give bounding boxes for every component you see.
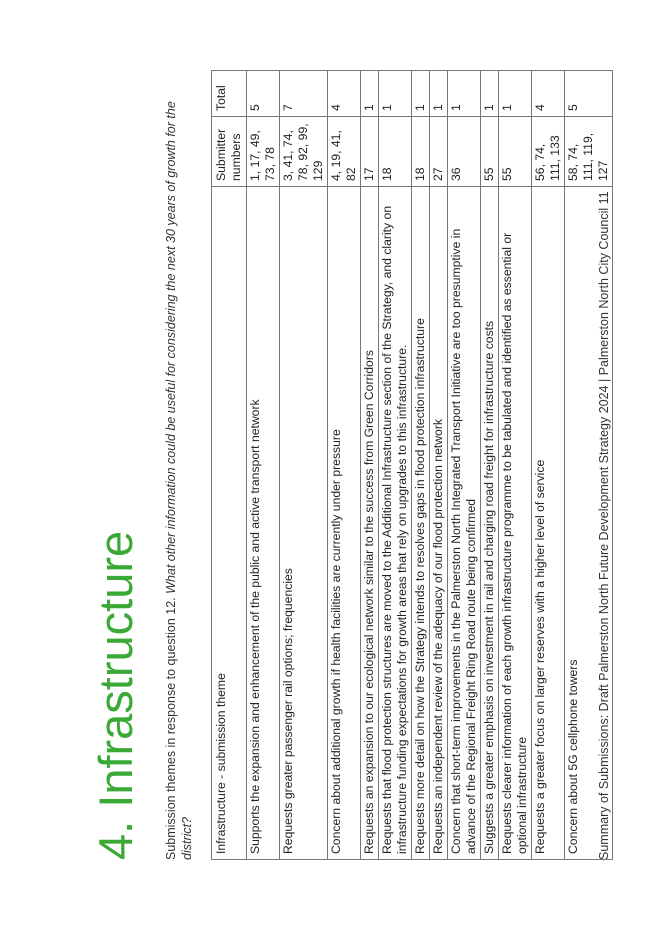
cell-theme: Requests more detail on how the Strategy intends to resolves gaps in flood protection infrastructure [412, 186, 430, 859]
cell-submitters: 55 [481, 117, 499, 187]
header-theme: Infrastructure - submission theme [212, 186, 247, 859]
header-submitters: Submitter numbers [212, 117, 247, 187]
cell-submitters: 18 [379, 117, 412, 187]
cell-total: 1 [412, 71, 430, 117]
cell-submitters: 3, 41, 74, 78, 92, 99, 129 [280, 117, 328, 187]
cell-submitters: 4, 19, 41, 82 [328, 117, 361, 187]
table-body [247, 71, 613, 860]
cell-total: 7 [280, 71, 328, 117]
cell-submitters: 1, 17, 49, 73, 78 [247, 117, 280, 187]
page-title: 4. Infrastructure [89, 530, 142, 860]
cell-submitters: 36 [448, 117, 481, 187]
table-row [361, 71, 379, 860]
cell-theme: Concern about additional growth if health facilities are currently under pressure [328, 186, 361, 859]
table-row [430, 71, 448, 860]
cell-submitters: 58, 74, 111, 119, 127 [565, 117, 613, 187]
cell-theme: Supports the expansion and enhancement of the public and active transport network [247, 186, 280, 859]
cell-total: 1 [430, 71, 448, 117]
cell-submitters: 56, 74, 111, 133 [532, 117, 565, 187]
cell-total: 1 [379, 71, 412, 117]
cell-theme: Concern about 5G cellphone towers [565, 186, 613, 859]
table-header-row [212, 71, 247, 860]
table-row [379, 71, 412, 860]
cell-total: 5 [565, 71, 613, 117]
cell-theme: Concern that short-term improvements in the Palmerston North Integrated Transport Initiative are too presumptive in advance of the Regional Freight Ring Road route being confirmed [448, 186, 481, 859]
cell-total: 5 [247, 71, 280, 117]
cell-submitters: 17 [361, 117, 379, 187]
header-total: Total [212, 71, 247, 117]
cell-total: 1 [481, 71, 499, 117]
cell-submitters: 18 [412, 117, 430, 187]
cell-submitters: 27 [430, 117, 448, 187]
table-row [328, 71, 361, 860]
cell-theme: Requests an expansion to our ecological network similar to the success from Green Corridors [361, 186, 379, 859]
cell-total: 4 [328, 71, 361, 117]
table-row [448, 71, 481, 860]
cell-theme: Requests a greater focus on larger reserves with a higher level of service [532, 186, 565, 859]
intro-text: Submission themes in response to question 12. [164, 597, 178, 860]
page-footer: Summary of Submissions: Draft Palmerston North Future Development Strategy 2024 | Palmerston North City Council 11 [597, 191, 611, 860]
cell-theme: Requests clearer information of each growth infrastructure programme to be tabulated and identified as essential or optional infrastructure [499, 186, 532, 859]
cell-total: 1 [361, 71, 379, 117]
cell-total: 1 [448, 71, 481, 117]
table-row [481, 71, 499, 860]
table-row [247, 71, 280, 860]
table-row [532, 71, 565, 860]
cell-theme: Requests greater passenger rail options; frequencies [280, 186, 328, 859]
submission-themes-table [211, 70, 613, 860]
cell-theme: Requests an independent review of the adequacy of our flood protection network [430, 186, 448, 859]
table-row [499, 71, 532, 860]
table-row [280, 71, 328, 860]
table-row [412, 71, 430, 860]
intro-question: What other information could be useful for considering the next 30 years of growth for the district? [164, 101, 194, 860]
intro-paragraph [163, 70, 195, 860]
cell-total: 4 [532, 71, 565, 117]
cell-theme: Requests that flood protection structures are moved to the Additional Infrastructure section of the Strategy, and clarity on infrastructure funding expectations for growth areas that rely on upgrades to this infrastructure. [379, 186, 412, 859]
cell-submitters: 55 [499, 117, 532, 187]
cell-theme: Suggests a greater emphasis on investment in rail and charging road freight for infrastructure costs [481, 186, 499, 859]
cell-total: 1 [499, 71, 532, 117]
